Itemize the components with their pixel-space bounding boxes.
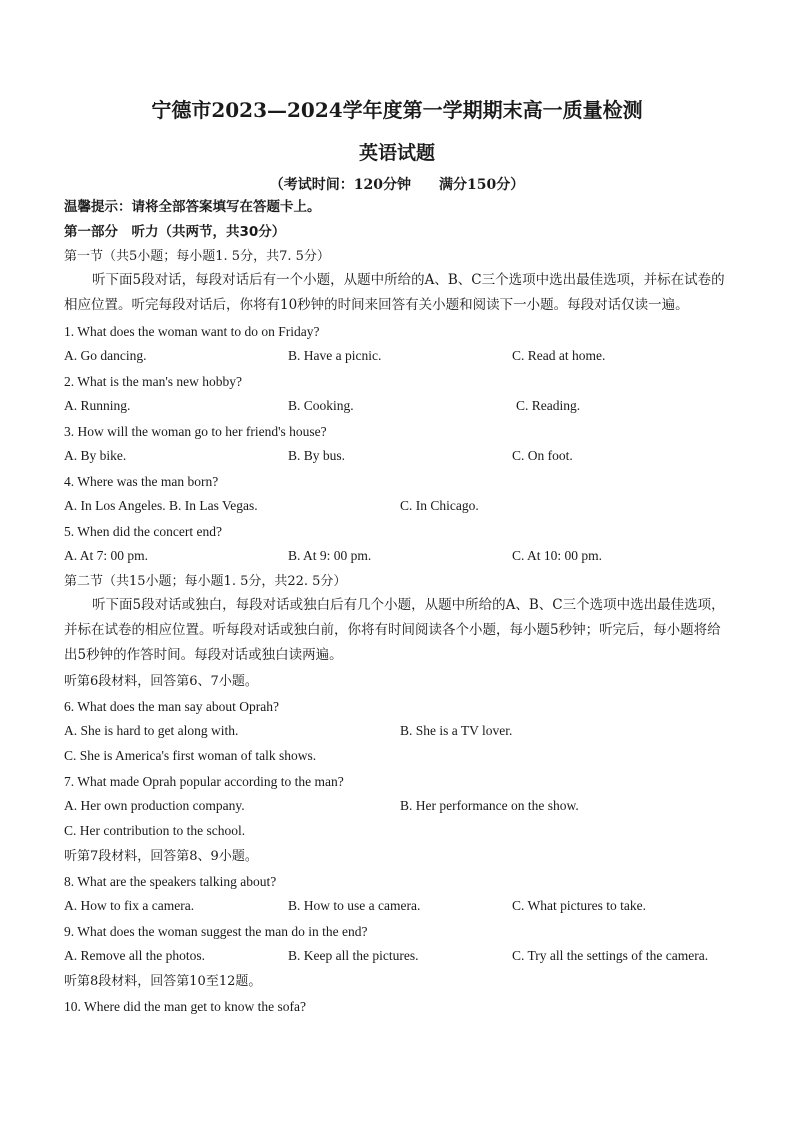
q8-stem: 8. What are the speakers talking about? — [64, 874, 277, 889]
q6-option-b: B. She is a TV lover. — [400, 723, 513, 738]
q8-option-b: B. How to use a camera. — [288, 898, 421, 913]
q9-stem: 9. What does the woman suggest the man do in the end? — [64, 924, 368, 939]
q9-option-c: C. Try all the settings of the camera. — [512, 948, 709, 963]
q2-stem: 2. What is the man's new hobby? — [64, 374, 243, 389]
q4-option-ab: A. In Los Angeles. B. In Las Vegas. — [64, 498, 258, 513]
part1-heading: 第一部分 听力（共两节，共30分） — [64, 224, 286, 240]
q6-option-a: A. She is hard to get along with. — [64, 723, 239, 738]
exam-subtitle: 英语试题 — [358, 142, 435, 164]
q7-option-c: C. Her contribution to the school. — [64, 823, 246, 838]
q2-option-a: A. Running. — [64, 398, 131, 413]
section1-heading: 第一节（共5小题；每小题1. 5分，共7. 5分） — [64, 249, 330, 264]
q4-stem: 4. Where was the man born? — [64, 474, 219, 489]
q4-option-c: C. In Chicago. — [400, 498, 479, 513]
q1-option-c: C. Read at home. — [512, 348, 606, 363]
exam-title: 宁德市2023—2024学年度第一学期期末高一质量检测 — [151, 98, 643, 122]
section2-instructions: 听下面5段对话或独白，每段对话或独白后有几个小题，从题中所给的A、B、C三个选项中选出最佳选项，并标在试卷的相应位置。听每段对话或独白前，你将有时间阅读各个小题，每小题5秒钟；听完后，每小题将给出5秒钟的作答时间。每段对话或独白读两遍。 — [64, 597, 725, 663]
q7-option-b: B. Her performance on the show. — [400, 798, 579, 813]
material-7-note: 听第7段材料，回答第8、9小题。 — [64, 849, 258, 864]
q5-stem: 5. When did the concert end? — [64, 524, 222, 539]
q5-option-b: B. At 9: 00 pm. — [288, 548, 372, 563]
q3-option-b: B. By bus. — [288, 448, 346, 463]
exam-info: （考试时间：120分钟 满分150分） — [269, 177, 525, 193]
q3-option-a: A. By bike. — [64, 448, 127, 463]
q2-option-b: B. Cooking. — [288, 398, 354, 413]
q8-option-a: A. How to fix a camera. — [64, 898, 195, 913]
q10-stem: 10. Where did the man get to know the sofa? — [64, 999, 306, 1014]
q9-option-b: B. Keep all the pictures. — [288, 948, 419, 963]
q7-stem: 7. What made Oprah popular according to the man? — [64, 774, 344, 789]
section1-instructions: 听下面5段对话，每段对话后有一个小题，从题中所给的A、B、C三个选项中选出最佳选项，并标在试卷的相应位置。听完每段对话后，你将有10秒钟的时间来回答有关小题和阅读下一小题。每段对话仅读一遍。 — [64, 272, 725, 313]
material-6-note: 听第6段材料，回答第6、7小题。 — [64, 674, 258, 689]
q6-option-c: C. She is America's first woman of talk shows. — [64, 748, 317, 763]
q6-stem: 6. What does the man say about Oprah? — [64, 699, 279, 714]
q3-option-c: C. On foot. — [512, 448, 573, 463]
q7-option-a: A. Her own production company. — [64, 798, 245, 813]
q1-option-b: B. Have a picnic. — [288, 348, 382, 363]
q3-stem: 3. How will the woman go to her friend's house? — [64, 424, 327, 439]
q1-stem: 1. What does the woman want to do on Friday? — [64, 324, 320, 339]
material-8-note: 听第8段材料，回答第10至12题。 — [64, 974, 262, 989]
q8-option-c: C. What pictures to take. — [512, 898, 646, 913]
q5-option-a: A. At 7: 00 pm. — [64, 548, 149, 563]
q2-option-c: C. Reading. — [516, 398, 581, 413]
section2-heading: 第二节（共15小题；每小题1. 5分，共22. 5分） — [64, 574, 347, 589]
q1-option-a: A. Go dancing. — [64, 348, 147, 363]
q9-option-a: A. Remove all the photos. — [64, 948, 205, 963]
q5-option-c: C. At 10: 00 pm. — [512, 548, 603, 563]
notice: 温馨提示：请将全部答案填写在答题卡上。 — [64, 199, 321, 215]
